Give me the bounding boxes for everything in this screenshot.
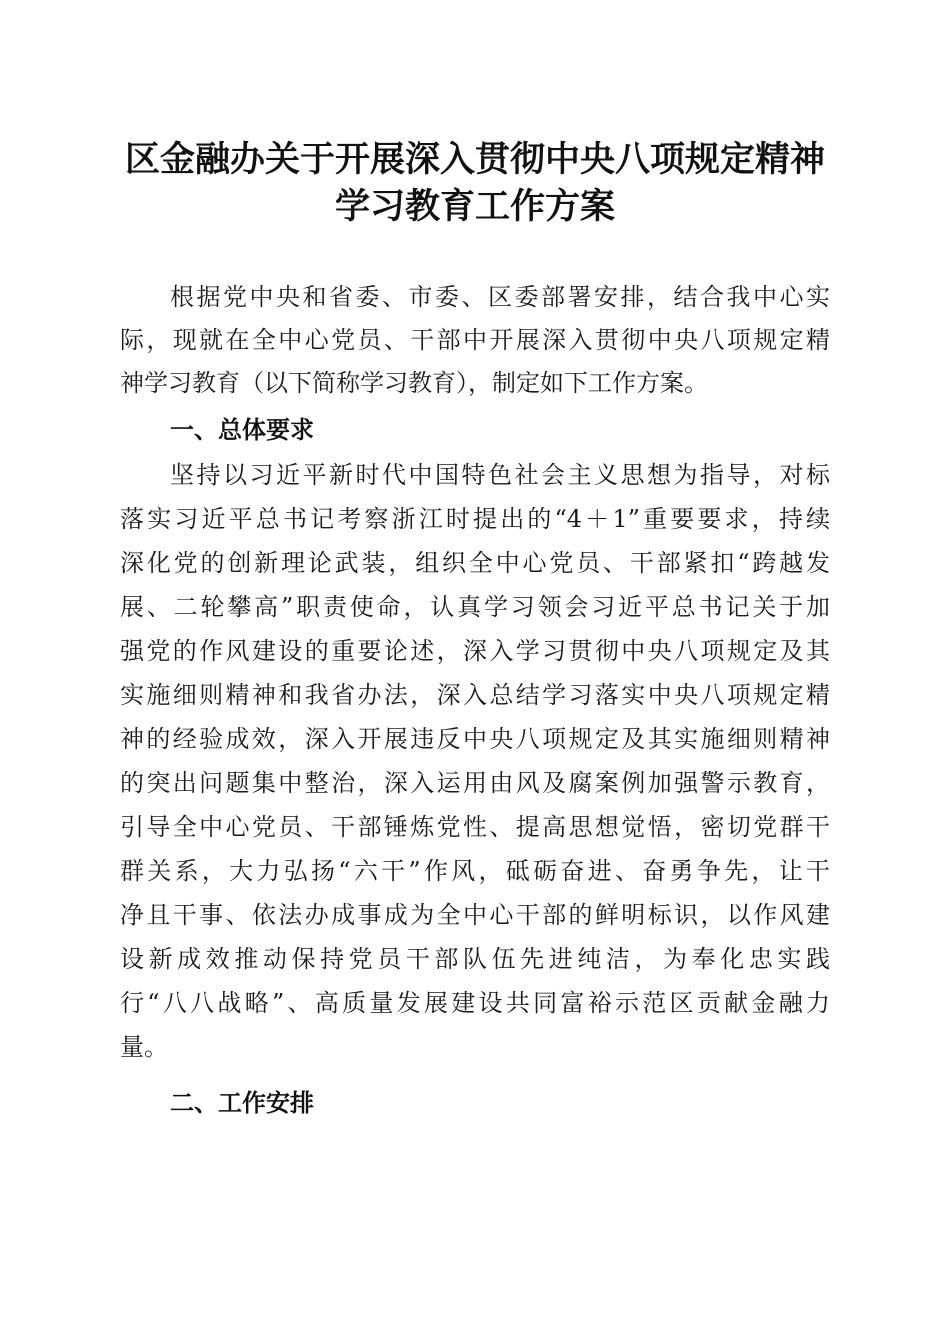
intro-paragraph-line: 根据党中央和省委、市委、区委部署安排，结合我中心实 <box>170 283 830 311</box>
intro-paragraph-line: 神学习教育（以下简称学习教育），制定如下工作方案。 <box>120 369 708 397</box>
section-paragraph-line: 净且干事、依法办成事成为全中心干部的鲜明标识，以作风建 <box>120 901 830 929</box>
section-heading: 一、总体要求 <box>170 416 314 444</box>
document-title-line-1: 区金融办关于开展深入贯彻中央八项规定精神 <box>124 139 825 180</box>
section-paragraph-line: 引导全中心党员、干部锤炼党性、提高思想觉悟，密切党群干 <box>120 813 830 841</box>
section-paragraph-line: 行“八八战略”、高质量发展建设共同富裕示范区贡献金融力 <box>120 989 830 1017</box>
section-paragraph-line: 落实习近平总书记考察浙江时提出的“4＋1”重要要求，持续 <box>120 505 830 533</box>
intro-paragraph-line: 际，现就在全中心党员、干部中开展深入贯彻中央八项规定精 <box>120 326 830 354</box>
section-paragraph-line: 深化党的创新理论武装，组织全中心党员、干部紧扣“跨越发 <box>120 549 830 577</box>
section-heading: 二、工作安排 <box>170 1089 314 1117</box>
section-paragraph-line: 坚持以习近平新时代中国特色社会主义思想为指导，对标 <box>170 461 830 489</box>
section-paragraph-line: 神的经验成效，深入开展违反中央八项规定及其实施细则精神 <box>120 725 830 753</box>
section-paragraph-line: 实施细则精神和我省办法，深入总结学习落实中央八项规定精 <box>120 681 830 709</box>
section-paragraph-line: 强党的作风建设的重要论述，深入学习贯彻中央八项规定及其 <box>120 637 830 665</box>
section-paragraph-line: 的突出问题集中整治，深入运用由风及腐案例加强警示教育， <box>120 769 830 797</box>
section-paragraph-line: 群关系，大力弘扬“六干”作风，砥砺奋进、奋勇争先，让干 <box>120 857 830 885</box>
document-title-line-2: 学习教育工作方案 <box>334 186 615 227</box>
section-paragraph-line: 展、二轮攀高”职责使命，认真学习领会习近平总书记关于加 <box>120 593 830 621</box>
section-paragraph-line: 设新成效推动保持党员干部队伍先进纯洁，为奉化忠实践 <box>120 945 830 973</box>
section-paragraph-line: 量。 <box>120 1033 168 1061</box>
